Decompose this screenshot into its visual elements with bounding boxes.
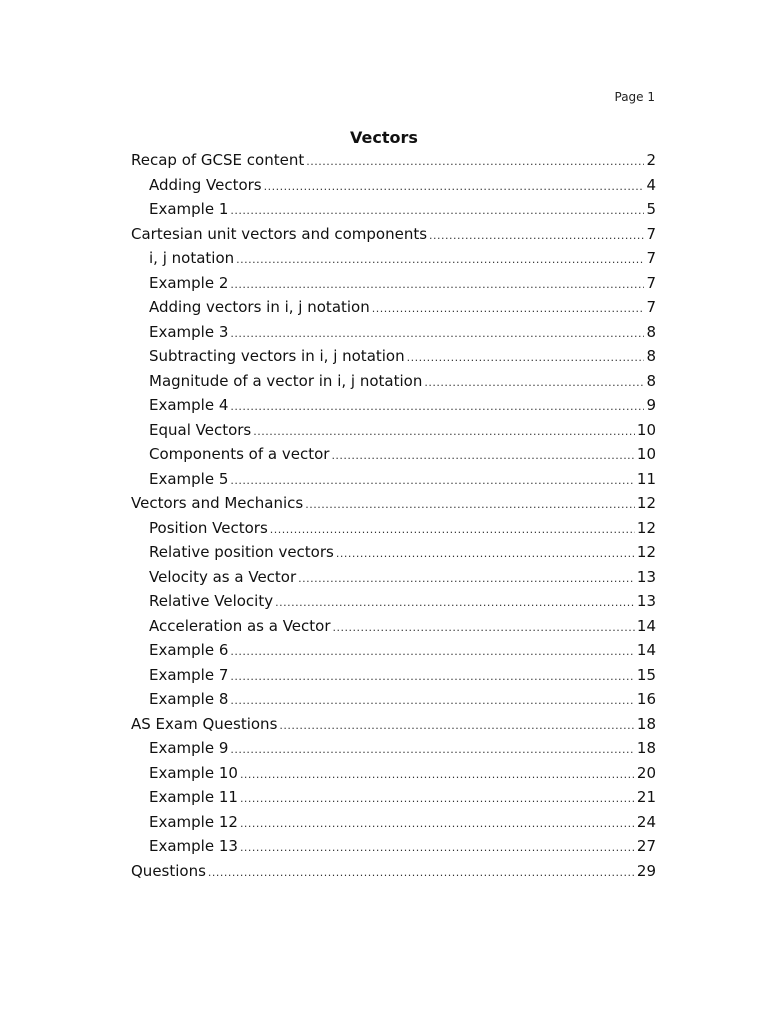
toc-entry-label: AS Exam Questions [131,714,278,733]
toc-entry-page-number: 20 [636,763,656,782]
toc-entry-page-number: 7 [646,298,656,316]
toc-entry-page-number: 8 [646,347,656,365]
toc-entry-label: Example 2 [149,273,229,292]
toc-dot-leader [230,400,644,413]
toc-entry[interactable] [131,494,656,519]
toc-entry-label: Relative position vectors [149,543,334,561]
toc-dot-leader [264,180,644,193]
toc-entry-label: Magnitude of a vector in i, j notation [149,371,423,390]
toc-entry-page-number: 18 [636,739,656,757]
toc-entry[interactable] [131,764,656,789]
toc-entry-label: Subtracting vectors in i, j notation [149,347,405,365]
toc-dot-leader [230,670,635,683]
toc-entry-label: Components of a vector [149,445,330,463]
table-of-contents [131,151,656,886]
toc-dot-leader [230,327,644,340]
toc-dot-leader [424,376,644,389]
toc-dot-leader [230,278,644,291]
toc-entry-label: Adding Vectors [149,175,262,194]
toc-entry-page-number: 18 [636,714,656,733]
toc-entry[interactable] [131,641,656,666]
toc-entry-label: Questions [131,861,206,880]
toc-dot-leader [230,204,644,217]
toc-entry[interactable] [131,298,656,323]
toc-entry[interactable] [131,592,656,617]
toc-entry[interactable] [131,225,656,250]
toc-entry-page-number: 8 [646,322,656,341]
toc-entry-page-number: 13 [636,567,656,586]
toc-dot-leader [230,645,635,658]
toc-entry-label: Example 10 [149,763,238,782]
toc-entry[interactable] [131,543,656,568]
toc-entry-page-number: 7 [646,249,656,267]
toc-entry-label: Adding vectors in i, j notation [149,298,370,316]
toc-entry-page-number: 7 [646,273,656,292]
toc-dot-leader [236,253,644,266]
toc-entry-page-number: 14 [636,641,656,659]
toc-entry[interactable] [131,862,656,887]
toc-entry[interactable] [131,323,656,348]
toc-entry-page-number: 5 [646,200,656,218]
toc-entry-label: Example 12 [149,812,238,831]
toc-entry-label: Vectors and Mechanics [131,494,304,512]
toc-dot-leader [208,866,635,879]
toc-entry-label: Acceleration as a Vector [149,616,331,635]
toc-entry[interactable] [131,470,656,495]
toc-entry-label: Example 7 [149,665,229,684]
toc-entry[interactable] [131,788,656,813]
toc-entry-page-number: 10 [636,420,656,439]
toc-dot-leader [429,229,644,242]
toc-dot-leader [240,768,635,781]
toc-dot-leader [230,474,635,487]
toc-dot-leader [240,841,635,854]
toc-entry-page-number: 12 [636,543,656,561]
toc-entry-label: Example 8 [149,690,229,708]
toc-entry[interactable] [131,666,656,691]
toc-entry-label: Velocity as a Vector [149,567,297,586]
toc-entry[interactable] [131,617,656,642]
toc-dot-leader [253,425,635,438]
toc-entry-label: Example 5 [149,469,229,488]
toc-entry[interactable] [131,568,656,593]
toc-entry[interactable] [131,347,656,372]
toc-entry-page-number: 16 [636,690,656,708]
toc-dot-leader [240,817,635,830]
toc-entry-page-number: 21 [636,788,656,806]
toc-entry[interactable] [131,739,656,764]
toc-entry-page-number: 7 [646,224,656,243]
toc-entry[interactable] [131,690,656,715]
toc-entry-label: Cartesian unit vectors and components [131,224,428,243]
toc-entry[interactable] [131,249,656,274]
page-number: Page 1 [614,90,655,104]
toc-entry[interactable] [131,519,656,544]
toc-dot-leader [407,351,644,364]
toc-dot-leader [305,498,635,511]
toc-entry-page-number: 11 [636,469,656,488]
toc-entry-page-number: 2 [646,151,656,169]
toc-entry-label: Example 11 [149,788,238,806]
toc-entry-page-number: 14 [636,616,656,635]
toc-entry-page-number: 12 [636,494,656,512]
toc-entry-page-number: 12 [636,518,656,537]
toc-entry[interactable] [131,200,656,225]
toc-entry-label: Relative Velocity [149,592,274,610]
toc-entry-label: Example 4 [149,396,229,414]
toc-entry[interactable] [131,837,656,862]
toc-entry[interactable] [131,176,656,201]
toc-entry-page-number: 10 [636,445,656,463]
toc-entry-page-number: 24 [636,812,656,831]
toc-dot-leader [331,449,634,462]
toc-dot-leader [275,596,635,609]
toc-entry[interactable] [131,151,656,176]
toc-entry-label: Recap of GCSE content [131,151,305,169]
toc-entry-label: Example 3 [149,322,229,341]
document-title: Vectors [350,128,418,147]
toc-entry-label: Example 13 [149,837,238,855]
toc-entry-page-number: 27 [636,837,656,855]
toc-entry-label: Example 1 [149,200,229,218]
toc-entry[interactable] [131,396,656,421]
toc-entry-page-number: 13 [636,592,656,610]
toc-entry-page-number: 4 [646,175,656,194]
toc-dot-leader [230,743,635,756]
toc-dot-leader [270,523,635,536]
toc-entry[interactable] [131,445,656,470]
toc-entry-page-number: 29 [636,861,656,880]
toc-dot-leader [336,547,635,560]
toc-dot-leader [306,155,644,168]
toc-dot-leader [279,719,635,732]
toc-entry-label: Equal Vectors [149,420,252,439]
toc-entry-page-number: 15 [636,665,656,684]
toc-entry[interactable] [131,813,656,838]
toc-entry-page-number: 9 [646,396,656,414]
toc-dot-leader [372,302,644,315]
toc-entry[interactable] [131,715,656,740]
toc-entry-label: Example 9 [149,739,229,757]
toc-dot-leader [240,792,635,805]
toc-entry-label: i, j notation [149,249,235,267]
toc-dot-leader [230,694,635,707]
toc-dot-leader [333,621,635,634]
toc-entry-label: Position Vectors [149,518,268,537]
toc-entry-page-number: 8 [646,371,656,390]
toc-entry[interactable] [131,274,656,299]
toc-entry[interactable] [131,372,656,397]
toc-entry-label: Example 6 [149,641,229,659]
toc-entry[interactable] [131,421,656,446]
toc-dot-leader [298,572,635,585]
